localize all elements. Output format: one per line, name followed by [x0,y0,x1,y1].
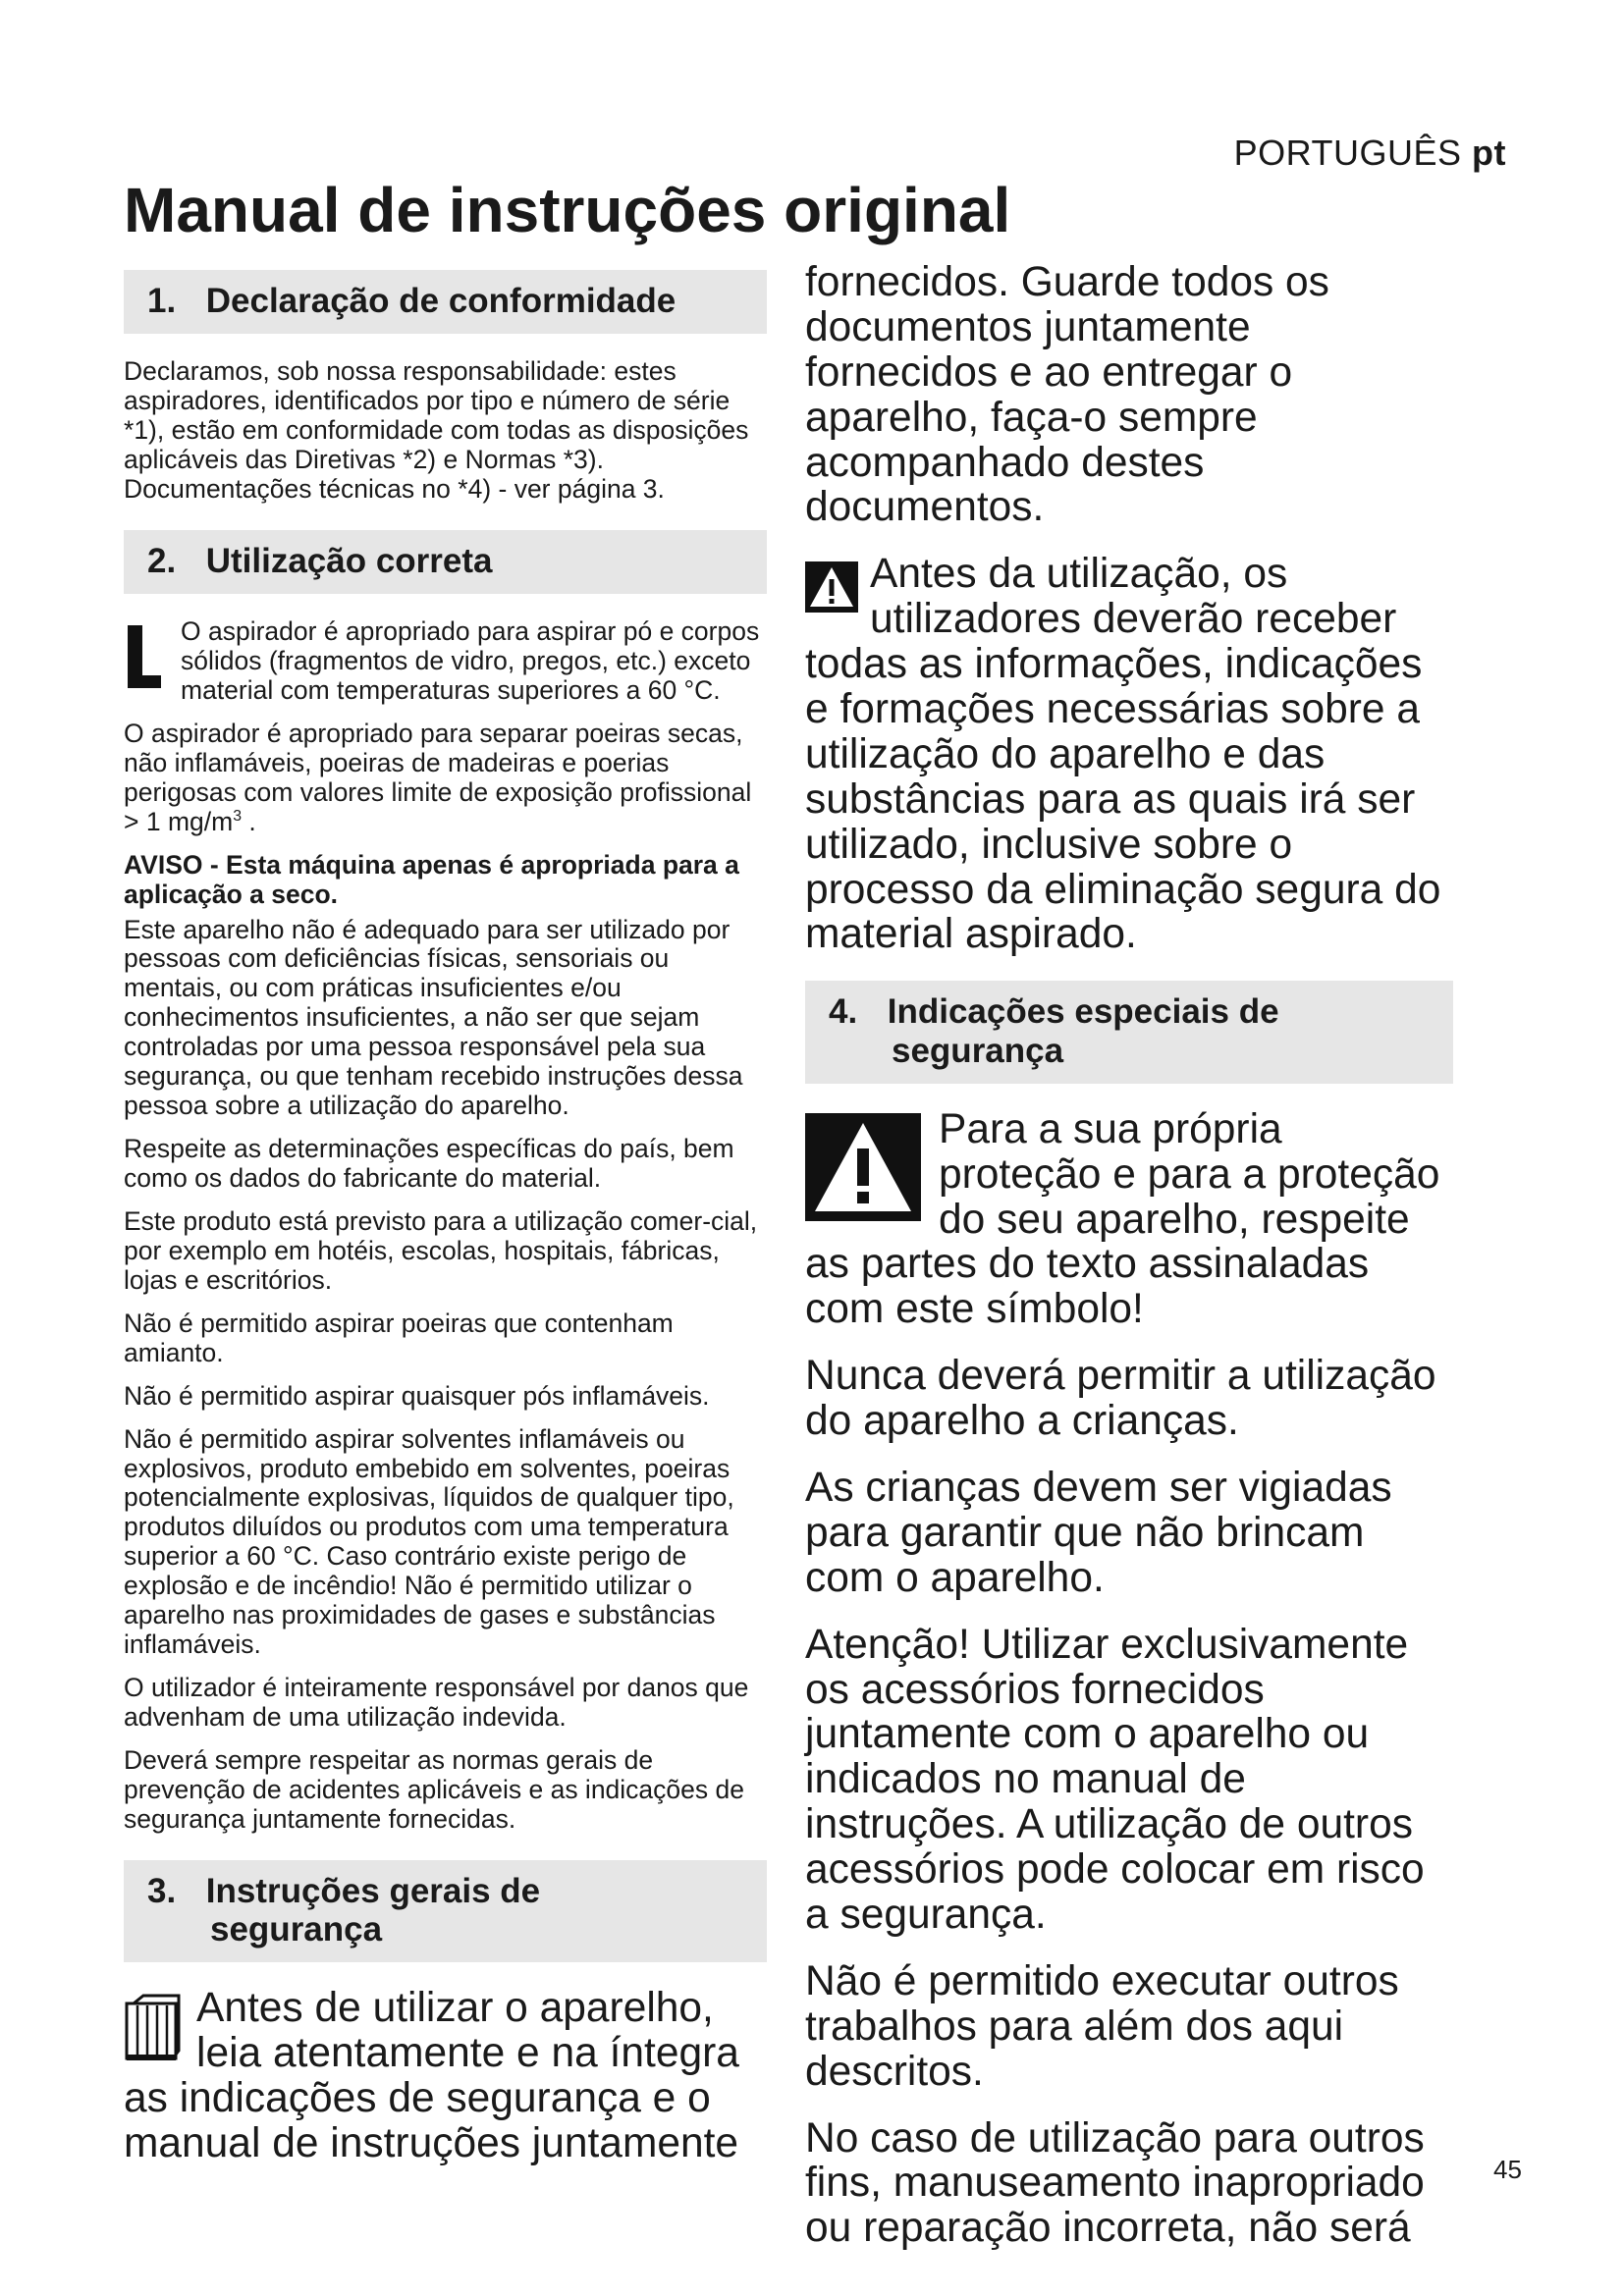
safety-paragraph-1: Nunca deverá permitir a utilização do aparelho a crianças. [805,1353,1436,1445]
page-title: Manual de instruções original [124,175,1011,245]
right-column [805,260,1453,2272]
safety-paragraph-2: As crianças devem ser vigiadas para garantir que não brincam com o aparelho. [805,1464,1392,1601]
page-number: 45 [1493,2155,1522,2184]
section-1-number: 1. [147,282,177,320]
section-3-title-line2: segurança [210,1909,383,1949]
dust-separation-paragraph [124,720,767,837]
warning-icon [805,561,858,613]
left-column [124,270,767,2166]
usage-paragraph-6: Não é permitido aspirar solventes inflamáveis ou explosivos, produto embebido em solventes, poeiras potencialmente explosivas, líquidos de qualquer tipo, produtos diluídos ou produtos com uma temperatura superior a 60 °C. Caso contrário existe perigo de explosão e de incêndio! Não é permitido utilizar o aparelho nas proximidades de gases e substâncias inflamáveis. [124,1423,734,1660]
read-manual-continued: fornecidos. Guarde todos os documentos juntamente fornecidos e ao entregar o aparelho, faça-o sempre acompanhado destes documentos. [805,259,1329,531]
book-icon [124,1994,183,2064]
warning-icon [805,1113,921,1221]
section-3-heading [124,1860,767,1962]
dust-class-l-text: O aspirador é apropriado para aspirar pó e corpos sólidos (fragmentos de vidro, pregos, etc.) exceto material com temperaturas superiores a 60 °C. [181,616,760,705]
conformity-paragraph: Declaramos, sob nossa responsabilidade: estes aspiradores, identificados por tipo e número de série *1), estão em conformidade com todas as disposições aplicáveis das Diretivas *2) e Normas *3). Documentações técnicas no *4) - ver página 3. [124,356,749,504]
safety-paragraph-5: No caso de utilização para outros fins, manuseamento inapropriado ou reparação incorreta, não será [805,2114,1425,2252]
usage-paragraph-1: Este aparelho não é adequado para ser utilizado por pessoas com deficiências físicas, sensoriais ou mentais, ou com práticas insuficientes e/ou conhecimentos insuficientes, a não ser que sejam controladas por uma pessoa responsável pela sua segurança, ou que tenham recebido instruções dessa pessoa sobre a utilização do aparelho. [124,914,743,1121]
dry-use-warning: AVISO - Esta máquina apenas é apropriada para a aplicação a seco. [124,849,739,909]
user-training-paragraph [805,552,1453,957]
section-3-number: 3. [147,1871,177,1910]
safety-paragraph-4: Não é permitido executar outros trabalhos para além dos aqui descritos. [805,1957,1399,2095]
symbol-explanation-text: Para a sua própria proteção e para a proteção do seu aparelho, respeite as partes do texto assinaladas com este símbolo! [805,1105,1440,1333]
section-3-title-line1: Instruções gerais de [205,1871,541,1910]
section-2-number: 2. [147,541,177,580]
section-4-heading [805,981,1453,1083]
dust-class-l-icon [128,625,165,688]
user-training-text: Antes da utilização, os utilizadores deverão receber todas as informações, indicações e formações necessárias sobre a utilização do aparelho e das substâncias para as quais irá ser utilizado, inclusive sobre o processo da eliminação segura do material aspirado. [805,551,1441,958]
usage-paragraph-2: Respeite as determinações específicas do país, bem como os dados do fabricante do material. [124,1134,734,1193]
usage-paragraph-4: Não é permitido aspirar poeiras que contenham amianto. [124,1308,674,1367]
section-2-title: Utilização correta [205,541,493,580]
section-1-heading [124,270,767,334]
dust-separation-superscript: 3 [233,807,243,825]
language-name: PORTUGUÊS [1233,133,1462,173]
read-manual-text: Antes de utilizar o aparelho, leia atentamente e na íntegra as indicações de segurança e o manual de instruções juntamente [124,1985,739,2166]
usage-paragraph-7: O utilizador é inteiramente responsável por danos que advenham de uma utilização indevida. [124,1673,749,1732]
section-2-heading [124,530,767,594]
section-1-title: Declaração de conformidade [205,282,677,320]
section-4-number: 4. [829,992,858,1032]
language-label [1234,133,1506,174]
usage-paragraph-8: Deverá sempre respeitar as normas gerais de prevenção de acidentes aplicáveis e as indicações de segurança juntamente fornecidas. [124,1744,744,1834]
read-manual-paragraph [124,1986,767,2166]
language-code: pt [1472,133,1506,173]
dust-class-l-paragraph [124,617,767,706]
section-4-title-line2: segurança [892,1031,1064,1070]
dust-separation-text: O aspirador é apropriado para separar poeiras secas, não inflamáveis, poeiras de madeiras e poerias perigosas com valores limite de exposição profissional > 1 mg/m [124,718,752,836]
symbol-explanation-paragraph [805,1107,1453,1332]
usage-paragraph-5: Não é permitido aspirar quaisquer pós inflamáveis. [124,1380,710,1411]
safety-paragraph-3: Atenção! Utilizar exclusivamente os acessórios fornecidos juntamente com o aparelho ou indicados no manual de instruções. A utilização de outros acessórios pode colocar em risco a segurança. [805,1621,1425,1938]
usage-paragraph-3: Este produto está previsto para a utilização comer-cial, por exemplo em hotéis, escolas, hospitais, fábricas, lojas e escritórios. [124,1205,758,1295]
dust-separation-end: . [242,806,256,836]
section-4-title-line1: Indicações especiais de [887,992,1279,1032]
